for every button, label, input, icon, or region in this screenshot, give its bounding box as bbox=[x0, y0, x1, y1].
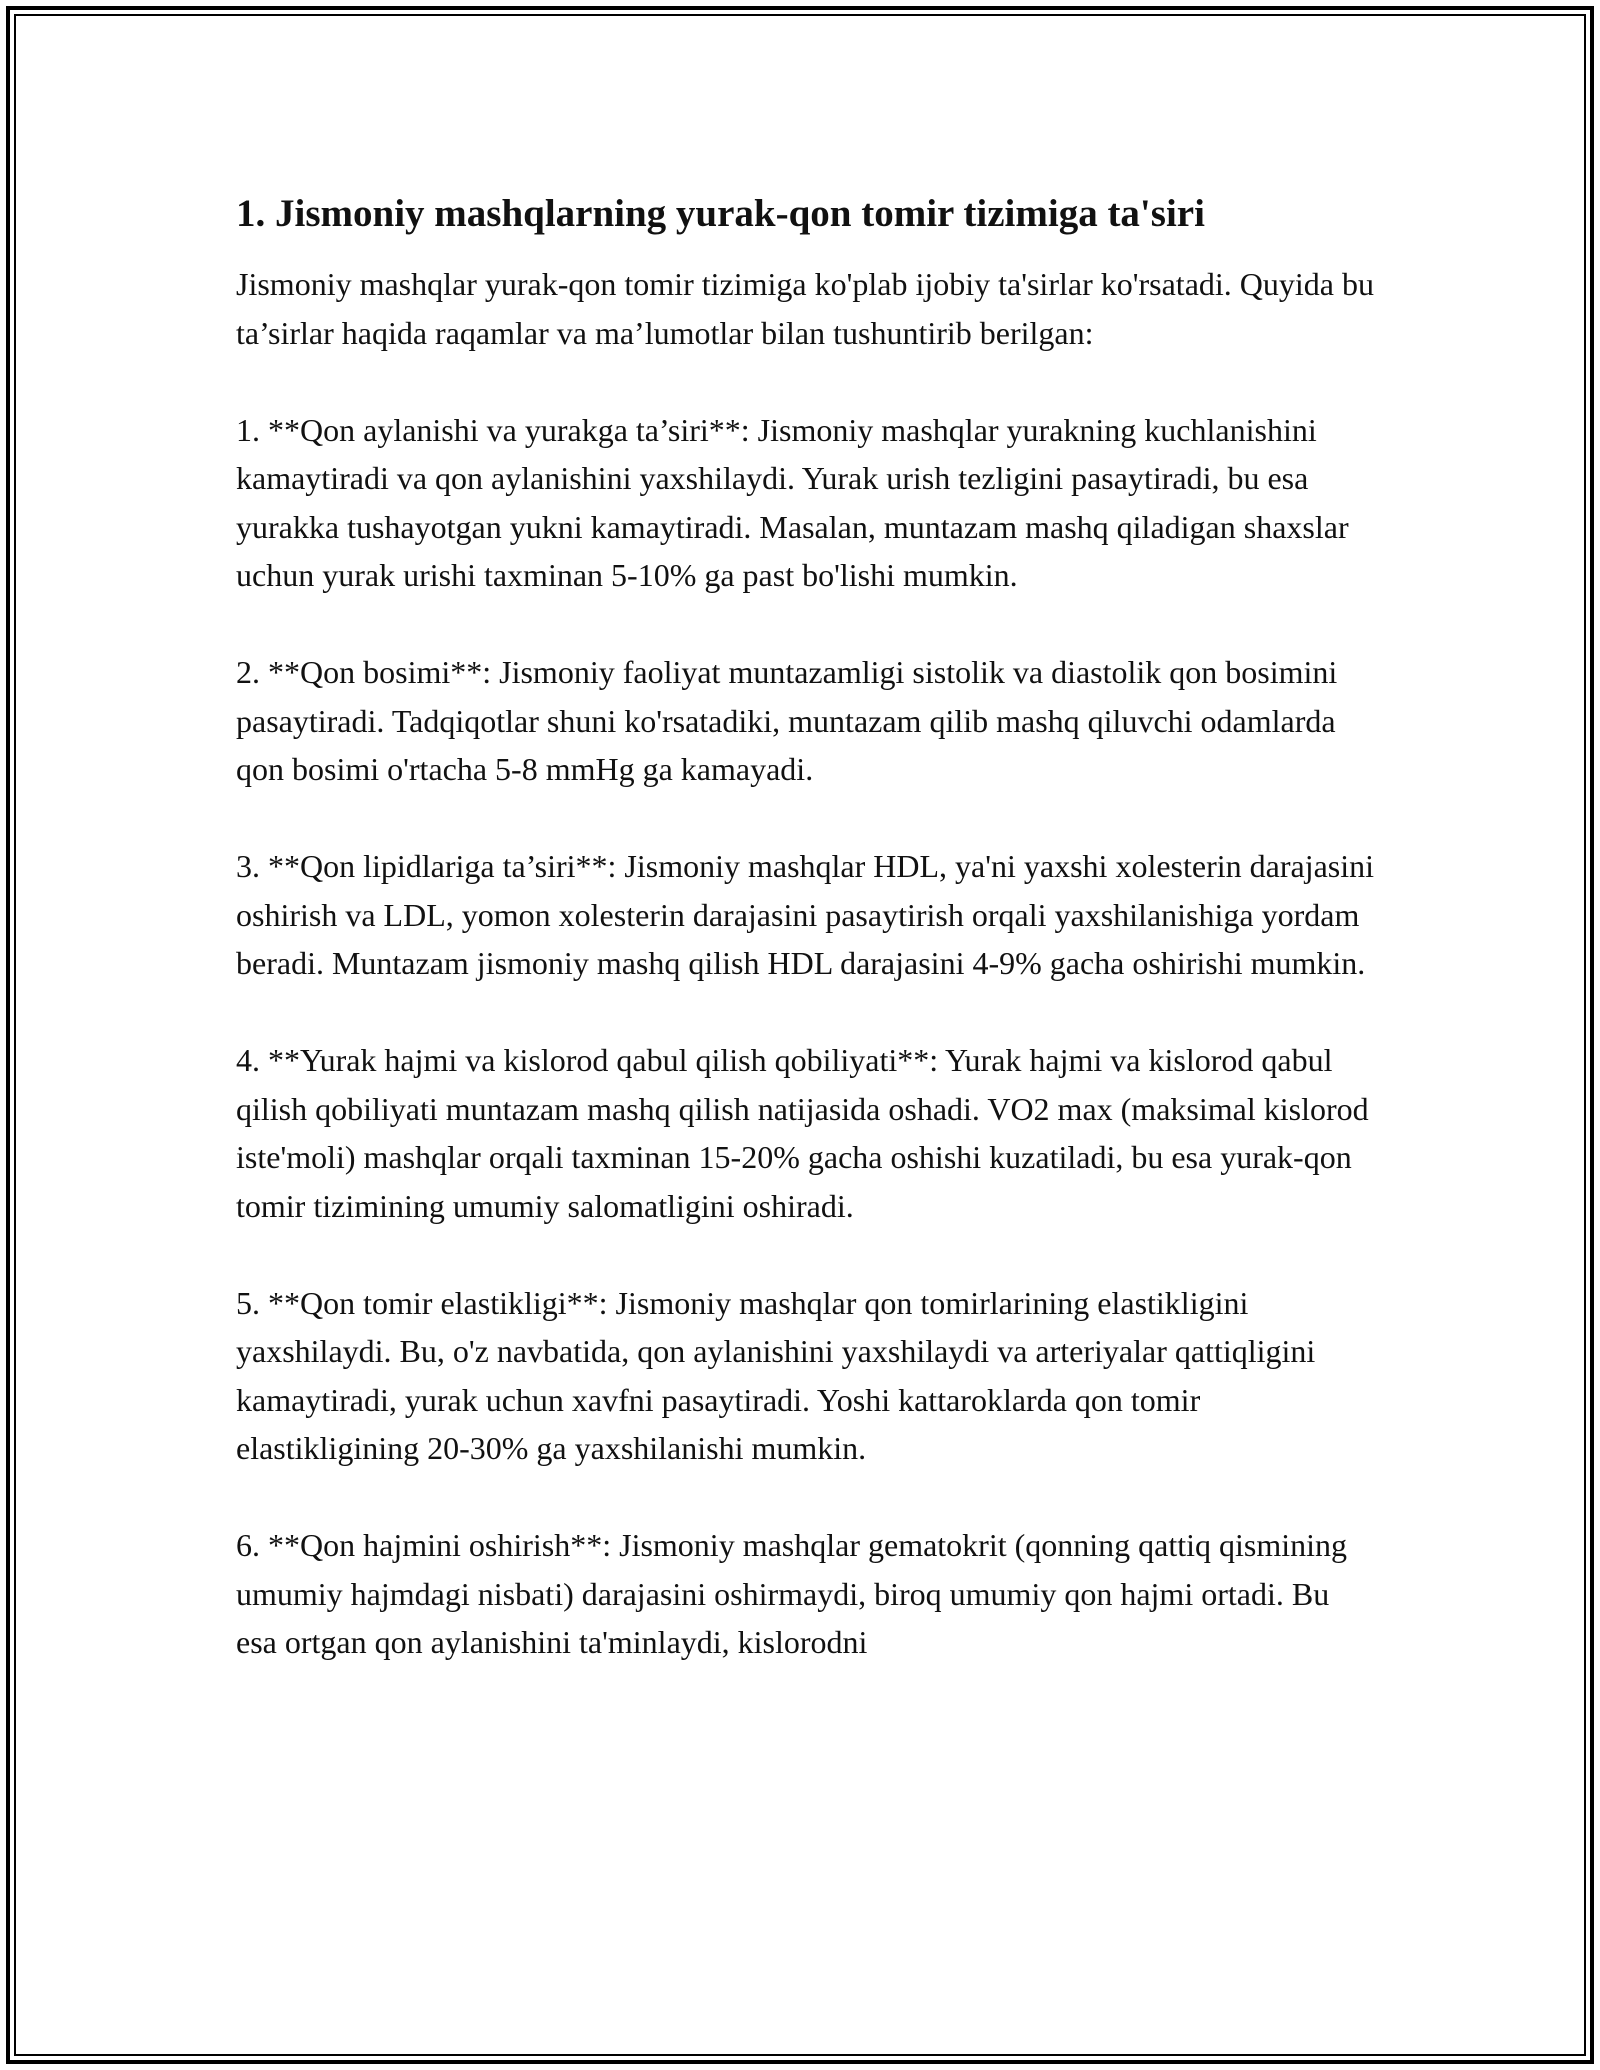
paragraph-blood-lipids: 3. **Qon lipidlariga ta’siri**: Jismoniy mashqlar HDL, ya'ni yaxshi xolesterin darajasini oshirish va LDL, yomon xolesterin darajasini pasaytirish orqali yaxshilanishiga yordam beradi. Muntazam jismoniy mashq qilish HDL darajasini 4-9% gacha oshirishi mumkin. bbox=[236, 848, 1375, 981]
paragraph-blood-pressure: 2. **Qon bosimi**: Jismoniy faoliyat muntazamligi sistolik va diastolik qon bosimini pasaytiradi. Tadqiqotlar shuni ko'rsatadiki, muntazam qilib mashq qiluvchi odamlarda qon bosimi o'rtacha 5-8 mmHg ga kamayadi. bbox=[236, 654, 1338, 787]
paragraph-vessel-elasticity: 5. **Qon tomir elastikligi**: Jismoniy mashqlar qon tomirlarining elastikligini yaxshilaydi. Bu, o'z navbatida, qon aylanishini yaxshilaydi va arteriyalar qattiqligini kamaytiradi, yurak uchun xavfni pasaytiradi. Yoshi kattaroklarda qon tomir elastikligining 20-30% ga yaxshilanishi mumkin. bbox=[236, 1284, 1316, 1466]
paragraph-blood-volume: 6. **Qon hajmini oshirish**: Jismoniy mashqlar gematokrit (qonning qattiq qismining umumiy hajmdagi nisbati) darajasini oshirmaydi, biroq umumiy qon hajmi ortadi. Bu esa ortgan qon aylanishini ta'minlaydi, kislorodni bbox=[236, 1527, 1348, 1660]
paragraph-heart-volume-oxygen: 4. **Yurak hajmi va kislorod qabul qilish qobiliyati**: Yurak hajmi va kislorod qabul qilish qobiliyati muntazam mashq qilish natijasida oshadi. VO2 max (maksimal kislorod iste'moli) mashqlar orqali taxminan 15-20% gacha oshishi kuzatiladi, bu esa yurak-qon tomir tizimining umumiy salomatligini oshiradi. bbox=[236, 1042, 1369, 1224]
paragraph-blood-circulation: 1. **Qon aylanishi va yurakga ta’siri**: Jismoniy mashqlar yurakning kuchlanishini kamaytiradi va qon aylanishini yaxshilaydi. Yurak urish tezligini pasaytiradi, bu esa yurakka tushayotgan yukni kamaytiradi. Masalan, muntazam mashq qiladigan shaxslar uchun yurak urishi taxminan 5-10% ga past bo'lishi mumkin. bbox=[236, 411, 1349, 593]
document-title: 1. Jismoniy mashqlarning yurak-qon tomir tizimiga ta'siri bbox=[236, 192, 1205, 235]
document-body bbox=[236, 186, 1376, 1715]
intro-paragraph: Jismoniy mashqlar yurak-qon tomir tizimiga ko'plab ijobiy ta'sirlar ko'rsatadi. Quyida bu ta’sirlar haqida raqamlar va ma’lumotlar bilan tushuntirib berilgan: bbox=[236, 266, 1374, 351]
